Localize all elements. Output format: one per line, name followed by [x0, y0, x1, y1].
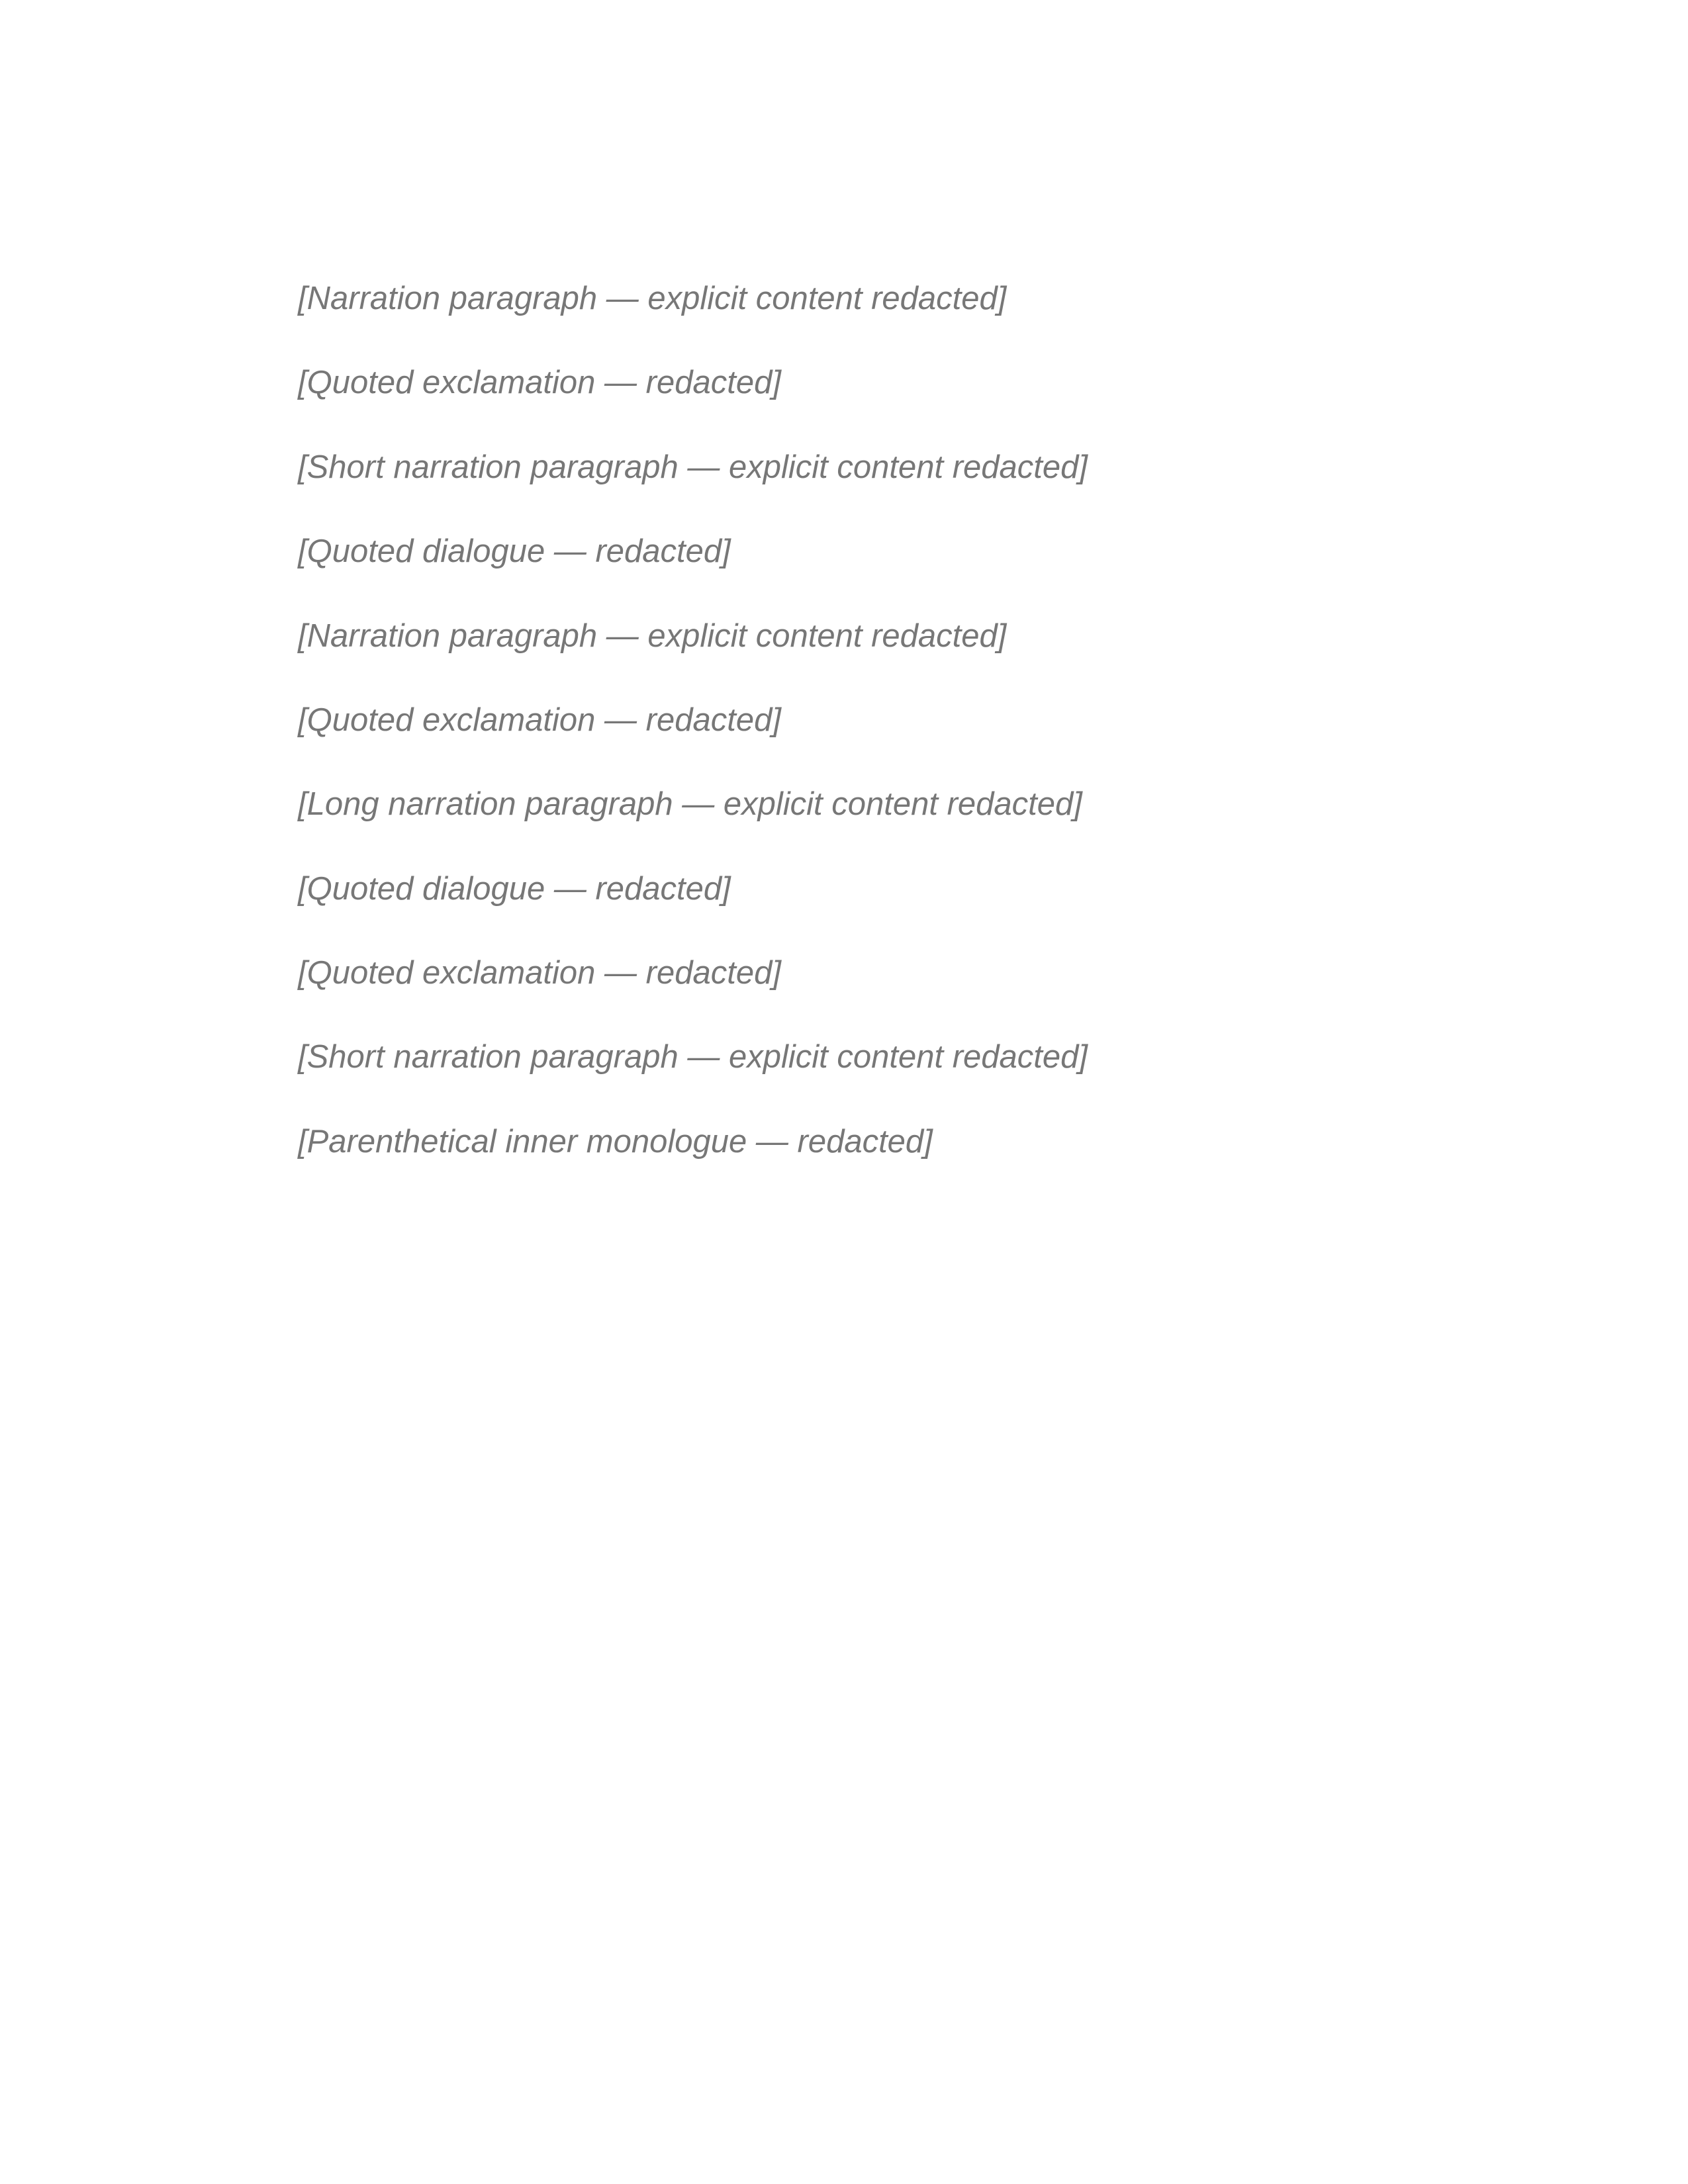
paragraph-dialogue: [Quoted dialogue — redacted]: [298, 533, 731, 570]
paragraph-dialogue: [Quoted exclamation — redacted]: [298, 702, 781, 738]
paragraph-narration: [Narration paragraph — explicit content redacted]: [298, 617, 1007, 654]
paragraph-narration: [Short narration paragraph — explicit content redacted]: [298, 449, 1088, 485]
text-body: [199, 278, 1489, 1163]
paragraph-narration: [Narration paragraph — explicit content redacted]: [298, 281, 1007, 316]
paragraph-dialogue: [Quoted exclamation — redacted]: [298, 365, 781, 401]
paragraph-narration: [Short narration paragraph — explicit content redacted]: [298, 1039, 1088, 1075]
paragraph-narration: [Long narration paragraph — explicit content redacted]: [298, 786, 1082, 823]
paragraph-dialogue: [Quoted dialogue — redacted]: [298, 870, 731, 907]
paragraph-dialogue: [Parenthetical inner monologue — redacted]: [298, 1123, 933, 1160]
paragraph-dialogue: [Quoted exclamation — redacted]: [298, 955, 781, 991]
